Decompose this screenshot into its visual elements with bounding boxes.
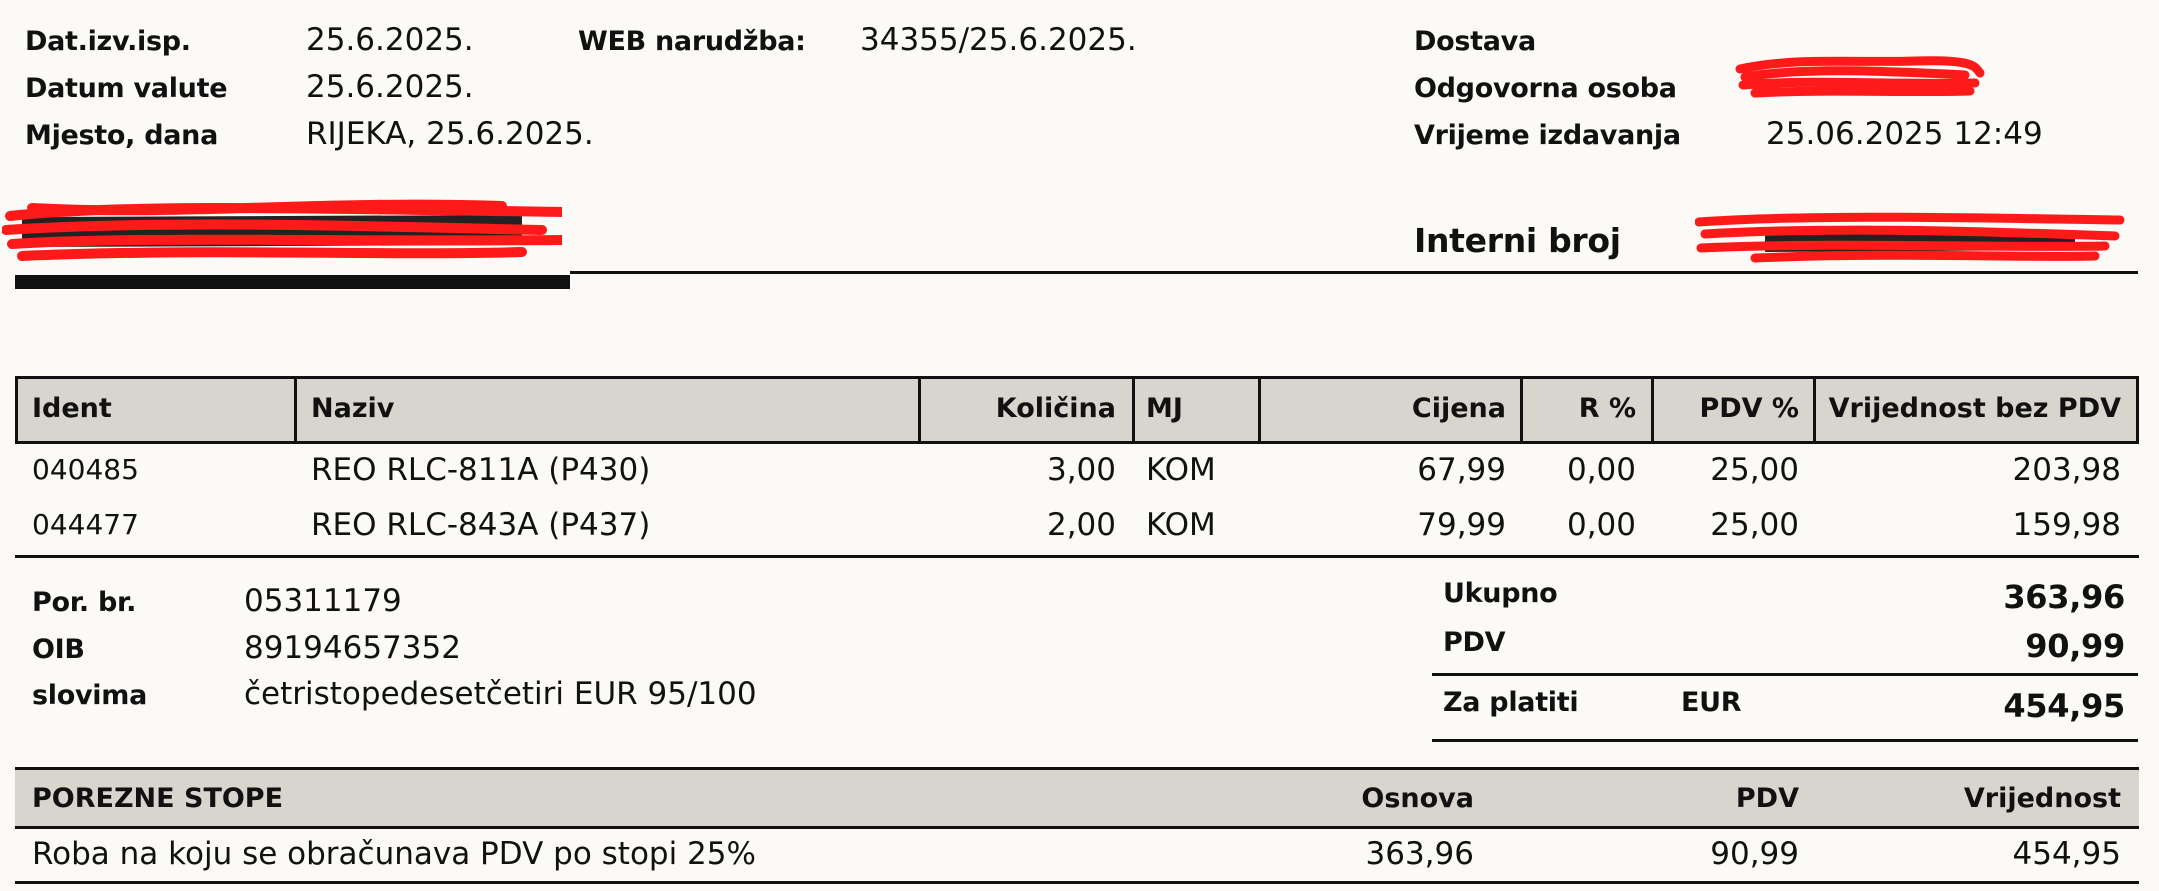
totals-separator-bottom [1432, 739, 2138, 742]
por-br-value: 05311179 [244, 583, 402, 619]
dostava-label: Dostava [1414, 26, 1536, 57]
web-order-label: WEB narudžba: [578, 26, 806, 57]
invoice-title-underline [15, 275, 570, 289]
dat-izv-isp-label: Dat.izv.isp. [25, 26, 191, 57]
tax-row-pdv: 90,99 [1710, 836, 1799, 872]
slovima-label: slovima [32, 680, 147, 711]
cell-r-percent: 0,00 [1566, 452, 1636, 488]
col-header-osnova: Osnova [1361, 783, 1474, 814]
col-header-tax-vrijednost: Vrijednost [1963, 783, 2121, 814]
vrijeme-izdavanja-label: Vrijeme izdavanja [1414, 120, 1681, 151]
dat-izv-isp-value: 25.6.2025. [306, 22, 474, 58]
cell-mj: KOM [1146, 507, 1216, 543]
interni-broj-label: Interni broj [1414, 221, 1621, 260]
redacted-invoice-number [22, 200, 562, 262]
tax-row-osnova: 363,96 [1365, 836, 1474, 872]
mjesto-value: RIJEKA, 25.6.2025. [306, 116, 594, 152]
vrijeme-izdavanja-value: 25.06.2025 12:49 [1766, 116, 2043, 152]
oib-value: 89194657352 [244, 630, 461, 666]
col-header-tax-pdv: PDV [1735, 783, 1799, 814]
redacted-name-scribble [1735, 55, 1985, 103]
tax-row-description: Roba na koju se obračunava PDV po stopi 25% [32, 836, 756, 872]
za-platiti-label: Za platiti [1443, 687, 1579, 718]
col-header-ident: Ident [32, 393, 112, 424]
col-sep [2136, 376, 2139, 441]
pdv-total-value: 90,99 [2025, 627, 2125, 665]
cell-ident: 040485 [32, 453, 139, 486]
web-order-value: 34355/25.6.2025. [860, 22, 1137, 58]
col-sep [294, 376, 297, 441]
col-header-kolicina: Količina [995, 393, 1116, 424]
col-header-cijena: Cijena [1411, 393, 1506, 424]
cell-vrijednost: 159,98 [2012, 507, 2121, 543]
cell-cijena: 79,99 [1417, 507, 1506, 543]
pdv-total-label: PDV [1443, 627, 1506, 658]
cell-kolicina: 2,00 [1046, 507, 1116, 543]
ukupno-label: Ukupno [1443, 578, 1558, 609]
cell-r-percent: 0,00 [1566, 507, 1636, 543]
header-separator-line [570, 271, 2138, 274]
por-br-label: Por. br. [32, 587, 137, 618]
cell-pdv-percent: 25,00 [1710, 507, 1799, 543]
slovima-value: četristopedesetčetiri EUR 95/100 [244, 676, 757, 712]
col-header-naziv: Naziv [311, 393, 395, 424]
tax-row-vrijednost: 454,95 [2012, 836, 2121, 872]
col-header-vrijednost-bez-pdv: Vrijednost bez PDV [1828, 393, 2121, 424]
cell-mj: KOM [1146, 452, 1216, 488]
items-table-bottom-line [15, 555, 2139, 558]
cell-ident: 044477 [32, 508, 139, 541]
col-header-mj: MJ [1146, 393, 1183, 424]
datum-valute-label: Datum valute [25, 73, 228, 104]
totals-separator-top [1432, 673, 2138, 676]
oib-label: OIB [32, 634, 85, 665]
cell-naziv: REO RLC-811A (P430) [311, 452, 651, 488]
mjesto-label: Mjesto, dana [25, 120, 219, 151]
tax-table-bottom-line [15, 881, 2139, 884]
col-sep [1132, 376, 1135, 441]
redacted-interni-broj [1695, 208, 2125, 266]
col-header-porezne-stope: POREZNE STOPE [32, 783, 284, 814]
cell-naziv: REO RLC-843A (P437) [311, 507, 651, 543]
currency-label: EUR [1681, 687, 1742, 718]
col-header-r-percent: R % [1578, 393, 1636, 424]
col-header-pdv-percent: PDV % [1699, 393, 1799, 424]
ukupno-value: 363,96 [2003, 578, 2125, 616]
cell-pdv-percent: 25,00 [1710, 452, 1799, 488]
cell-kolicina: 3,00 [1046, 452, 1116, 488]
cell-vrijednost: 203,98 [2012, 452, 2121, 488]
odgovorna-osoba-label: Odgovorna osoba [1414, 73, 1677, 104]
col-sep [15, 376, 18, 441]
datum-valute-value: 25.6.2025. [306, 69, 474, 105]
cell-cijena: 67,99 [1417, 452, 1506, 488]
za-platiti-value: 454,95 [2003, 687, 2125, 725]
